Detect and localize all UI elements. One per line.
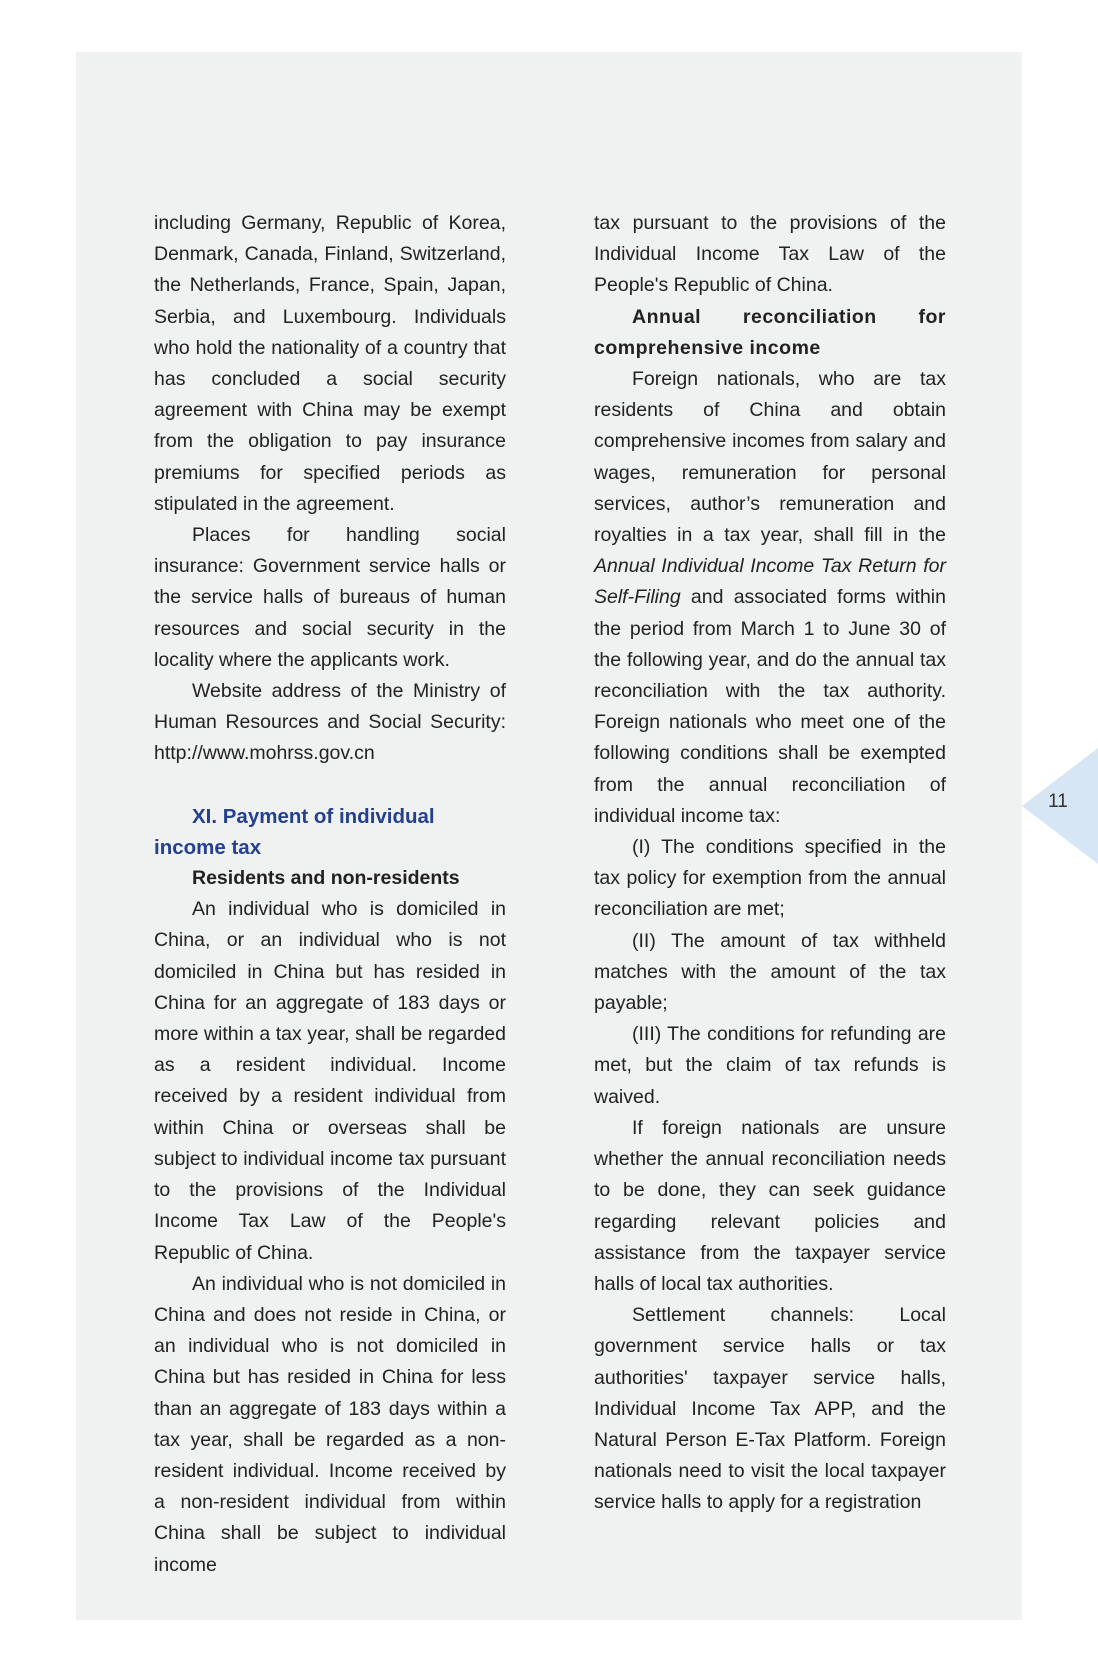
paragraph: Settlement channels: Local government service halls or tax authorities' taxpayer service halls, Individual Income Tax APP, and the Natural Person E-Tax Platform. Foreign nationals need to visit the local taxpayer service halls to apply for a registration — [594, 1304, 946, 1514]
paragraph: including Germany, Republic of Korea, Denmark, Canada, Finland, Switzerland, the Netherlands, France, Spain, Japan, Serbia, and Luxembourg. Individuals who hold the nationality of a country that has concluded a social security agreement with China may be exempt from the obligation to pay insurance premiums for specified periods as stipulated in the agreement. — [154, 212, 506, 515]
list-item: (I) The conditions specified in the tax policy for exemption from the annual reconciliation are met; — [594, 836, 946, 921]
paragraph: tax pursuant to the provisions of the Individual Income Tax Law of the People's Republic of China. — [594, 212, 946, 297]
paragraph: An individual who is domiciled in China, or an individual who is not domiciled in China but has resided in China for an aggregate of 183 days or more within a tax year, shall be regarded as a resident individual. Income received by a resident individual from within China or overseas shall be subject to individual income tax pursuant to the provisions of the Individual Income Tax Law of the People's Republic of China. — [154, 898, 506, 1264]
page-number: 11 — [1048, 791, 1068, 812]
list-item: (II) The amount of tax withheld matches with the amount of the tax payable; — [594, 929, 946, 1015]
paragraph — [594, 364, 946, 832]
paragraph: Website address of the Ministry of Human Resources and Social Security: http://www.mohrss.gov.cn — [154, 680, 506, 765]
paragraph: An individual who is not domiciled in China and does not reside in China, or an individual who is not domiciled in China but has resided in China for less than an aggregate of 183 days within a tax year, shall be regarded as a non-resident individual. Income received by a non-resident individual from within China shall be subject to individual income — [154, 1272, 506, 1576]
paragraph-text: Foreign nationals, who are tax residents of China and obtain comprehensive incomes from salary and wages, remuneration for personal services, author’s remuneration and royalties in a tax year, shall fill in the — [594, 368, 946, 547]
paragraph: Places for handling social insurance: Government service halls or the service halls of bureaus of human resources and social security in the locality where the applicants work. — [154, 524, 506, 671]
sub-heading: Annual reconciliation for comprehensive income — [594, 305, 946, 359]
right-column — [594, 208, 946, 1519]
sub-heading: Residents and non-residents — [192, 867, 460, 890]
paragraph-text: and associated forms within the period from March 1 to June 30 of the following year, and do the annual tax reconciliation with the tax authority. Foreign nationals who meet one of the following conditions shall be exempted from the annual reconciliation of individual income tax: — [594, 586, 946, 827]
section-heading: XI. Payment of individual income tax — [154, 804, 435, 859]
form-title: Annual Individual Income Tax Return for Self-Filing — [594, 555, 946, 609]
paragraph: If foreign nationals are unsure whether the annual reconciliation needs to be done, they can seek guidance regarding relevant policies and assistance from the taxpayer service halls of local tax authorities. — [594, 1116, 946, 1295]
left-column — [154, 208, 506, 1581]
list-item: (III) The conditions for refunding are met, but the claim of tax refunds is waived. — [594, 1023, 946, 1108]
